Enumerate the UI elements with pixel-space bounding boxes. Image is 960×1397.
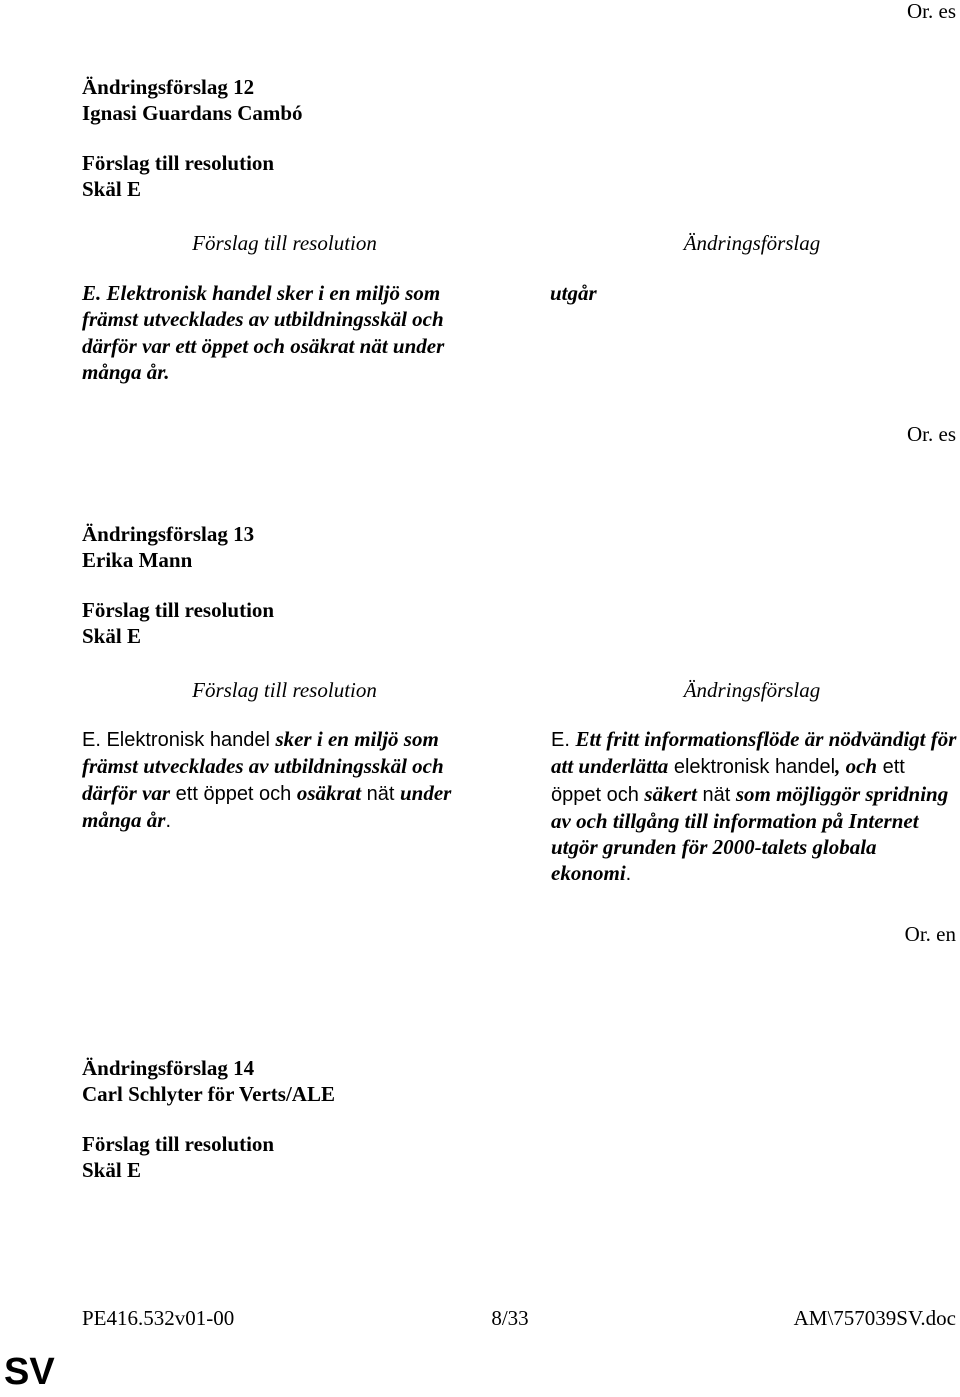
amendment-title-2: Ändringsförslag 13 xyxy=(82,522,255,546)
amendment-author-3: Carl Schlyter för Verts/ALE xyxy=(82,1082,335,1106)
text-segment: osäkrat xyxy=(296,780,362,805)
text-segment: ett öppet och xyxy=(551,756,905,806)
origin-language-1: Or. es xyxy=(907,0,956,23)
footer-document-ref: PE416.532v01-00 xyxy=(82,1306,235,1330)
origin-language-3: Or. en xyxy=(904,922,956,946)
text-segment: ett öppet och xyxy=(170,782,297,805)
amendment-title-1: Ändringsförslag 12 xyxy=(82,75,255,99)
footer-file-name: AM\757039SV.doc xyxy=(793,1306,956,1330)
footer-page-number: 8/33 xyxy=(491,1306,529,1330)
column-header-amendment-1: Ändringsförslag xyxy=(683,231,821,255)
amendment-text-1: utgår xyxy=(550,281,597,305)
text-segment: E. xyxy=(551,729,576,751)
column-header-original-1: Förslag till resolution xyxy=(192,231,377,255)
text-segment: nät xyxy=(696,783,736,806)
amendment-author-1: Ignasi Guardans Cambó xyxy=(82,101,303,125)
section-ref-2: Skäl E xyxy=(82,624,141,648)
text-segment: . xyxy=(625,863,632,886)
section-ref-3: Skäl E xyxy=(82,1158,141,1182)
text-segment: Ett fritt informationsflöde är nödvändigt för att underlätta xyxy=(551,727,957,779)
text-segment: E. Elektronisk handel xyxy=(82,729,276,751)
original-text-1: E. Elektronisk handel sker i en miljö som främst utvecklades av utbildningsskäl och därför var ett öppet och osäkrat nät under många år. xyxy=(82,281,445,384)
text-segment: . xyxy=(165,809,171,832)
section-ref-1: Skäl E xyxy=(82,177,141,201)
origin-language-2: Or. es xyxy=(907,422,956,446)
document-type-2: Förslag till resolution xyxy=(82,598,275,622)
text-segment: under många år xyxy=(82,780,452,832)
original-text-2 xyxy=(82,726,492,834)
document-type-3: Förslag till resolution xyxy=(82,1132,275,1156)
column-header-original-2: Förslag till resolution xyxy=(192,678,377,702)
text-segment: säkert xyxy=(644,781,697,806)
document-type-1: Förslag till resolution xyxy=(82,151,275,175)
text-segment: sker i en miljö som främst utvecklades av utbildningsskäl och därför var xyxy=(82,727,444,805)
column-header-amendment-2: Ändringsförslag xyxy=(683,678,821,702)
text-segment: , och xyxy=(835,754,878,779)
text-segment: som möjliggör spridning av och tillgång till information på Internet utgör grunden för 2000-talets globala ekonomi xyxy=(551,781,949,886)
amendment-author-2: Erika Mann xyxy=(82,548,193,572)
text-segment: nät xyxy=(361,782,400,805)
language-code: SV xyxy=(4,1351,55,1393)
amendment-title-3: Ändringsförslag 14 xyxy=(82,1056,255,1080)
amendment-text-2 xyxy=(551,726,959,888)
text-segment: elektronisk handel xyxy=(668,756,836,779)
